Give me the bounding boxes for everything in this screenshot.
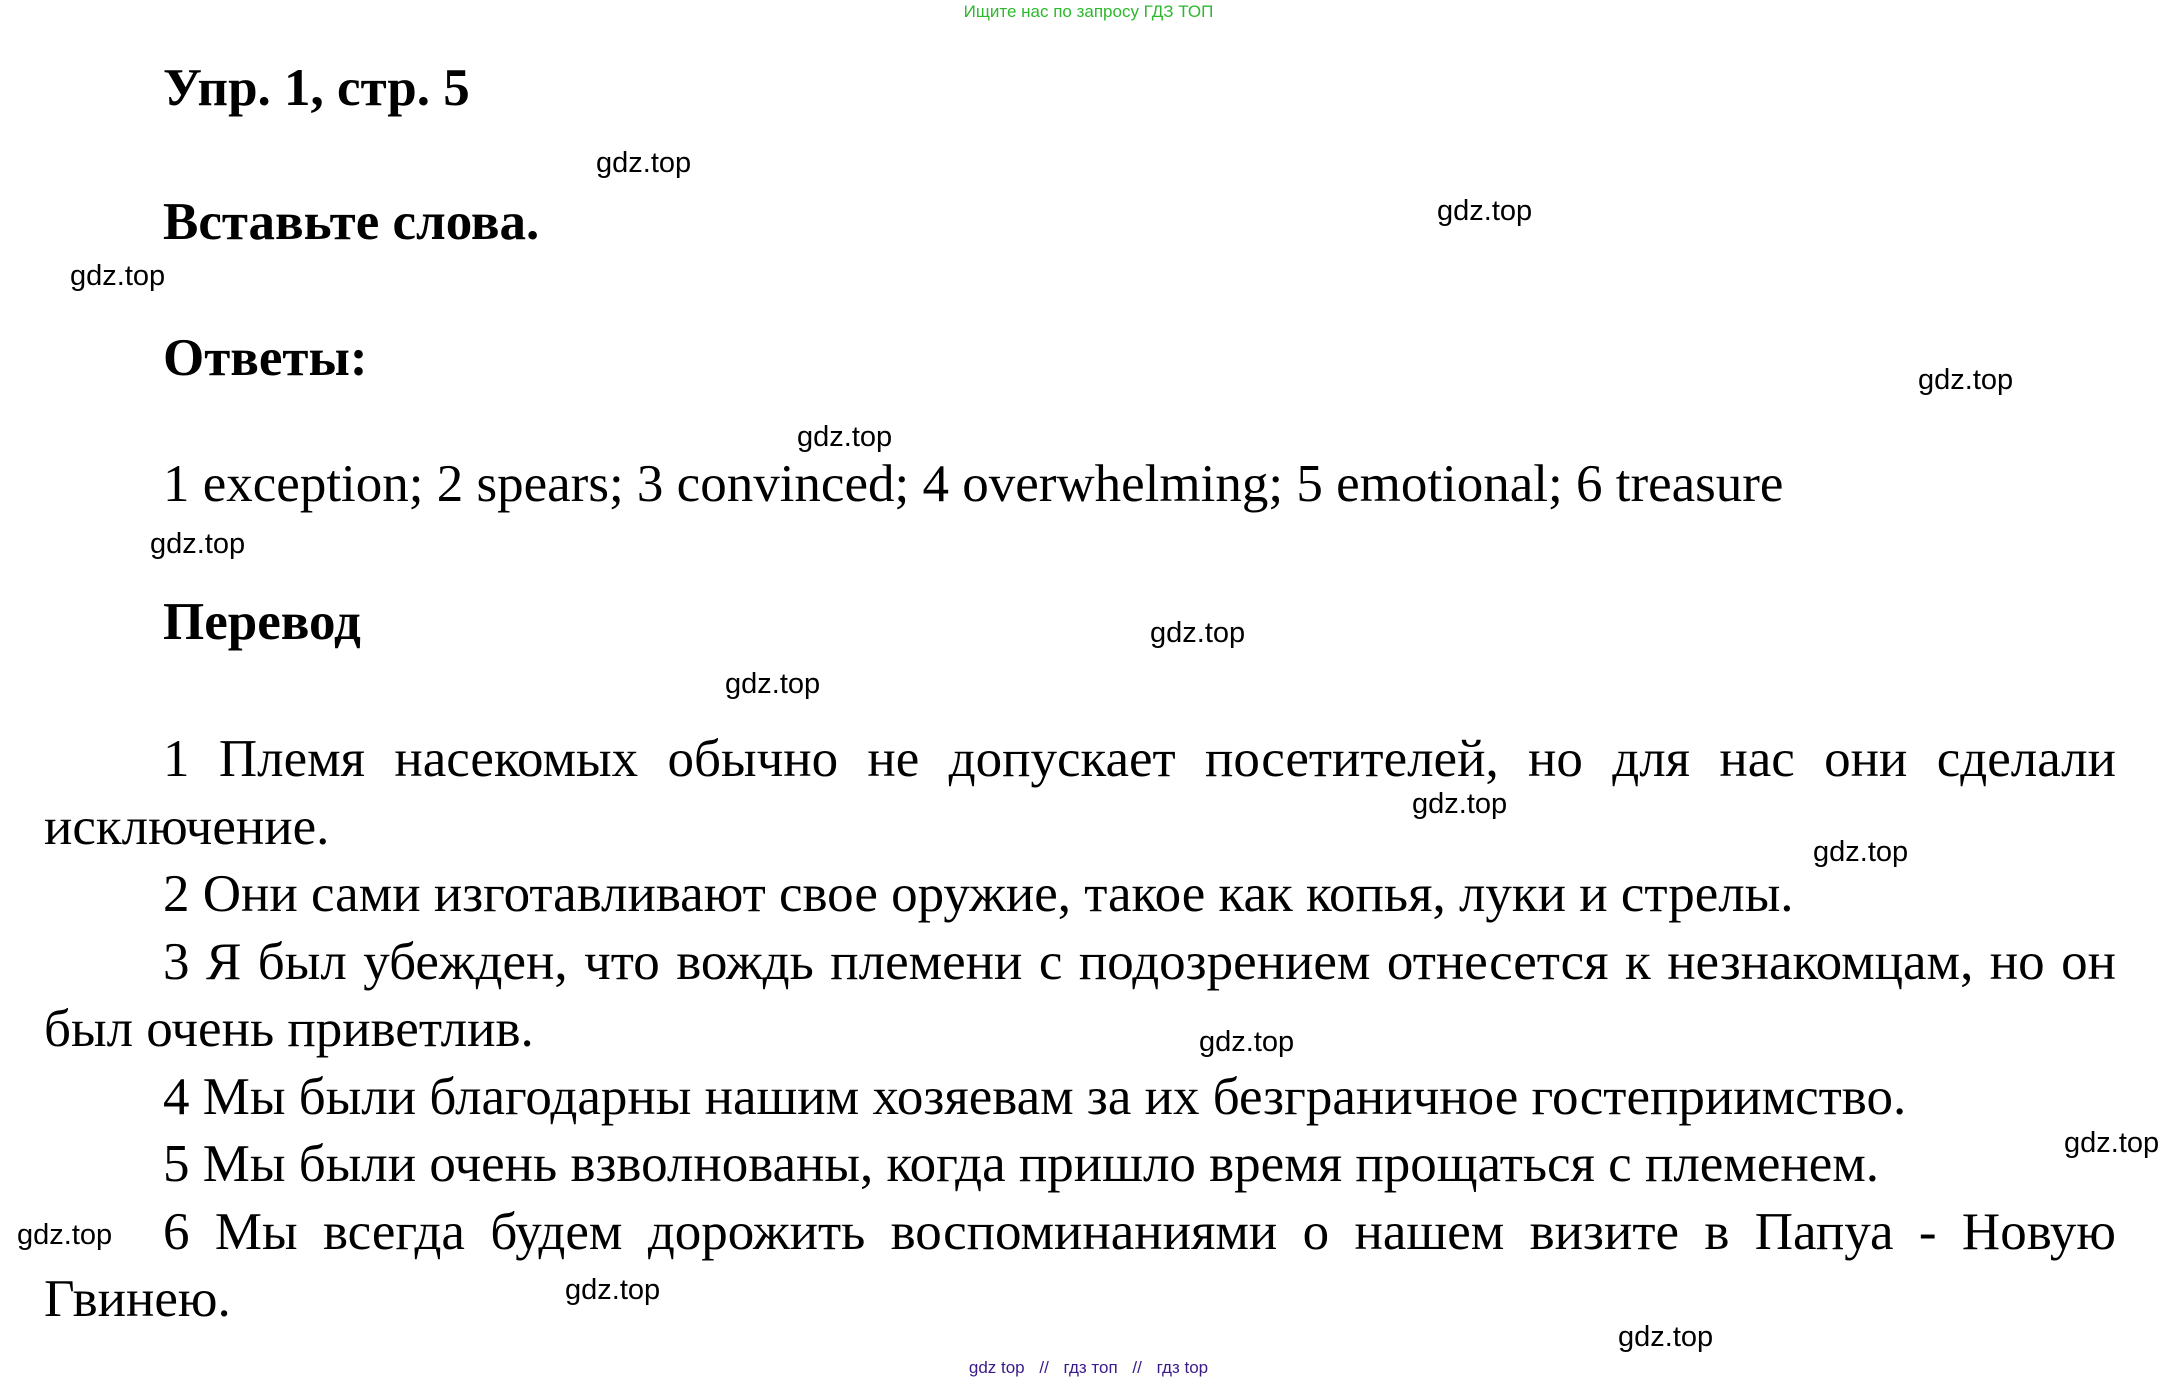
watermark: gdz.top xyxy=(2064,1127,2160,1159)
translation-sentence-2: 2 Они сами изготавливают свое оружие, такое как копья, луки и стрелы. xyxy=(163,865,1794,923)
watermark: gdz.top xyxy=(1150,617,1246,649)
footer-part-1: gdz top xyxy=(968,1358,1025,1377)
watermark: gdz.top xyxy=(1918,364,2014,396)
translation-sentence-5: 5 Мы были очень взволнованы, когда пришло время прощаться с племенем. xyxy=(163,1135,1880,1193)
translation-sentence-3: 3 Я был убежден, что вождь племени с подозрением отнесется к незнакомцам, но он был очень приветлив. xyxy=(44,932,2116,1058)
watermark: gdz.top xyxy=(1437,195,1533,227)
watermark: gdz.top xyxy=(17,1219,113,1251)
task-instruction: Вставьте слова. xyxy=(163,193,540,251)
watermark: gdz.top xyxy=(797,421,893,453)
footer-separator: // xyxy=(1039,1358,1049,1377)
watermark: gdz.top xyxy=(596,147,692,179)
footer-part-3: гдз top xyxy=(1156,1358,1209,1377)
watermark: gdz.top xyxy=(70,260,166,292)
translation-block xyxy=(44,726,2116,1334)
watermark: gdz.top xyxy=(1813,836,1909,868)
translation-heading: Перевод xyxy=(163,593,361,651)
watermark: gdz.top xyxy=(725,668,821,700)
exercise-title: Упр. 1, стр. 5 xyxy=(163,59,470,117)
translation-sentence-1: 1 Племя насекомых обычно не допускает посетителей, но для нас они сделали исключение. xyxy=(44,730,2116,856)
watermark: gdz.top xyxy=(1412,788,1508,820)
translation-sentence-4: 4 Мы были благодарны нашим хозяевам за их безграничное гостеприимство. xyxy=(163,1067,1907,1126)
watermark: gdz.top xyxy=(150,528,246,560)
top-banner: Ищите нас по запросу ГДЗ ТОП xyxy=(963,2,1214,21)
footer xyxy=(0,1358,2177,1378)
footer-separator: // xyxy=(1132,1358,1142,1377)
answers-text: 1 exception; 2 spears; 3 convinced; 4 overwhelming; 5 emotional; 6 treasure xyxy=(163,455,1784,513)
watermark: gdz.top xyxy=(1199,1026,1295,1058)
translation-sentence-6: 6 Мы всегда будем дорожить воспоминаниями о нашем визите в Папуа - Новую Гвинею. xyxy=(44,1202,2116,1328)
footer-part-2: гдз топ xyxy=(1063,1358,1118,1377)
watermark: gdz.top xyxy=(565,1274,661,1306)
answers-heading: Ответы: xyxy=(163,329,368,387)
watermark: gdz.top xyxy=(1618,1321,1714,1353)
